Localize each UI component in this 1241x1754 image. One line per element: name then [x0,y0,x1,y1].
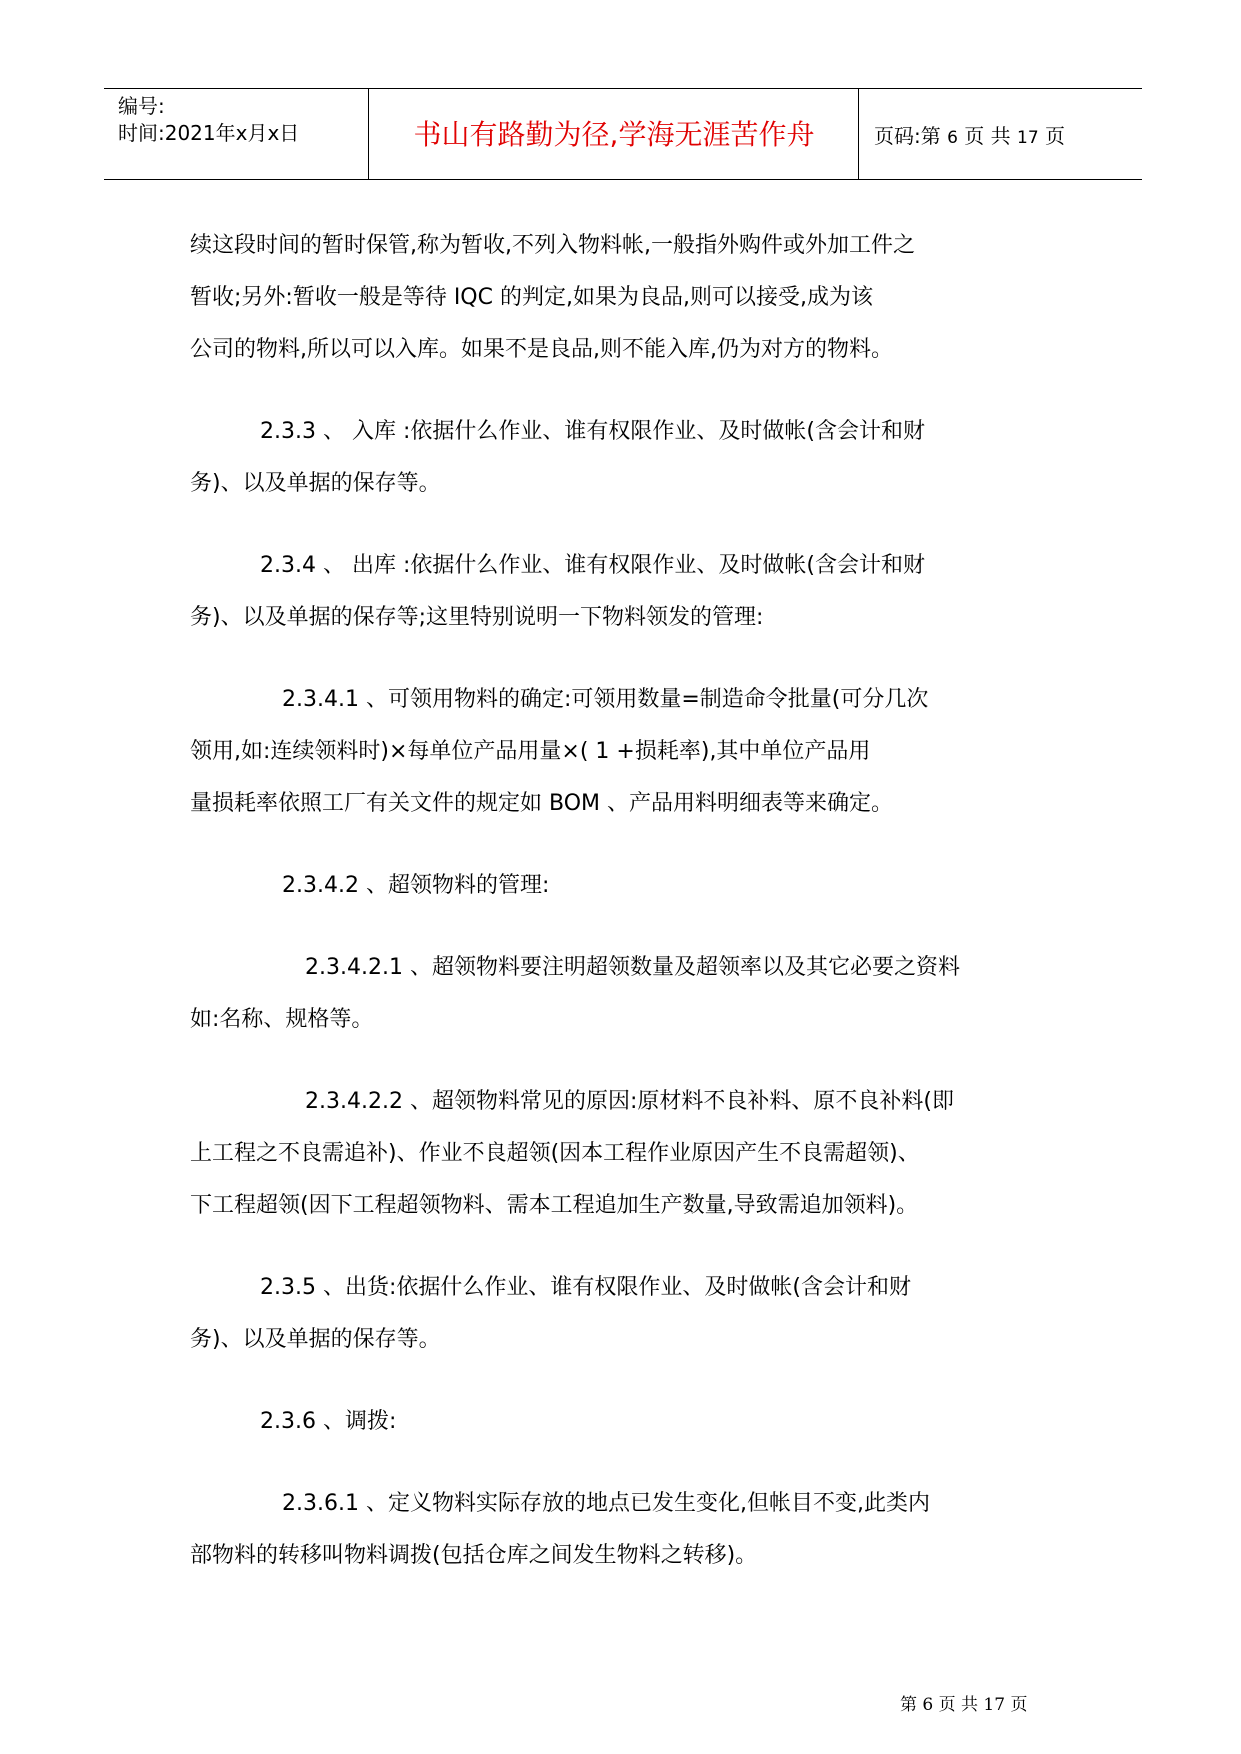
page-mid: 页 共 [964,124,1011,148]
header-divider-left [368,89,369,179]
paragraph [190,1478,1070,1582]
paragraph-line: 2.3.5 、出货:依据什么作业、谁有权限作业、及时做帐(含会计和财 [260,1275,911,1300]
paragraph [190,406,1070,510]
paragraph [190,1076,1070,1232]
header-divider-right [858,89,859,179]
page-suffix: 页 [1045,124,1066,148]
paragraph-line: 如:名称、规格等。 [190,1007,374,1032]
paragraph-line: 2.3.4.1 、可领用物料的确定:可领用数量=制造命令批量(可分几次 [282,687,929,712]
serial-label: 编号: [118,94,165,118]
paragraph [190,674,1070,830]
paragraph-line: 务)、以及单据的保存等;这里特别说明一下物料领发的管理: [190,605,764,630]
document-body [190,220,1070,1612]
paragraph-line: 务)、以及单据的保存等。 [190,471,441,496]
paragraph-line: 暂收;另外:暂收一般是等待 IQC 的判定,如果为良品,则可以接受,成为该 [190,285,873,310]
header-motto: 书山有路勤为径,学海无涯苦作舟 [413,118,815,151]
paragraph [190,942,1070,1046]
header-info [118,93,299,147]
paragraph [190,540,1070,644]
paragraph-line: 2.3.4.2.1 、超领物料要注明超领数量及超领率以及其它必要之资料 [305,955,960,980]
paragraph-line: 2.3.4.2.2 、超领物料常见的原因:原材料不良补料、原不良补料(即 [305,1089,954,1114]
paragraph-line: 2.3.3 、 入库 :依据什么作业、谁有权限作业、及时做帐(含会计和财 [260,419,925,444]
paragraph-line: 续这段时间的暂时保管,称为暂收,不列入物料帐,一般指外购件或外加工件之 [190,233,915,258]
paragraph [190,860,1070,912]
page-prefix: 页码:第 [874,124,941,148]
paragraph-line: 2.3.6 、调拨: [260,1409,397,1434]
paragraph-line: 2.3.6.1 、定义物料实际存放的地点已发生变化,但帐目不变,此类内 [282,1491,930,1516]
paragraph-line: 2.3.4.2 、超领物料的管理: [282,873,550,898]
paragraph [190,1396,1070,1448]
time-label: 时间:2021年x月x日 [118,121,300,145]
paragraph [190,1262,1070,1366]
paragraph-line: 量损耗率依照工厂有关文件的规定如 BOM 、产品用料明细表等来确定。 [190,791,893,816]
page-current: 6 [947,128,958,148]
paragraph-line: 上工程之不良需追补)、作业不良超领(因本工程作业原因产生不良需超领)、 [190,1141,920,1166]
paragraph [190,220,1070,376]
page-header [104,88,1142,180]
paragraph-line: 务)、以及单据的保存等。 [190,1327,441,1352]
paragraph-line: 领用,如:连续领料时)×每单位产品用量×( 1 +损耗率),其中单位产品用 [190,739,871,764]
header-page-number [874,123,1065,151]
page-footer: 第 6 页 共 17 页 [900,1695,1028,1715]
page-total: 17 [1017,128,1039,148]
paragraph-line: 2.3.4 、 出库 :依据什么作业、谁有权限作业、及时做帐(含会计和财 [260,553,925,578]
paragraph-line: 下工程超领(因下工程超领物料、需本工程追加生产数量,导致需追加领料)。 [190,1193,919,1218]
paragraph-line: 部物料的转移叫物料调拨(包括仓库之间发生物料之转移)。 [190,1543,758,1568]
paragraph-line: 公司的物料,所以可以入库。如果不是良品,则不能入库,仍为对方的物料。 [190,337,893,362]
